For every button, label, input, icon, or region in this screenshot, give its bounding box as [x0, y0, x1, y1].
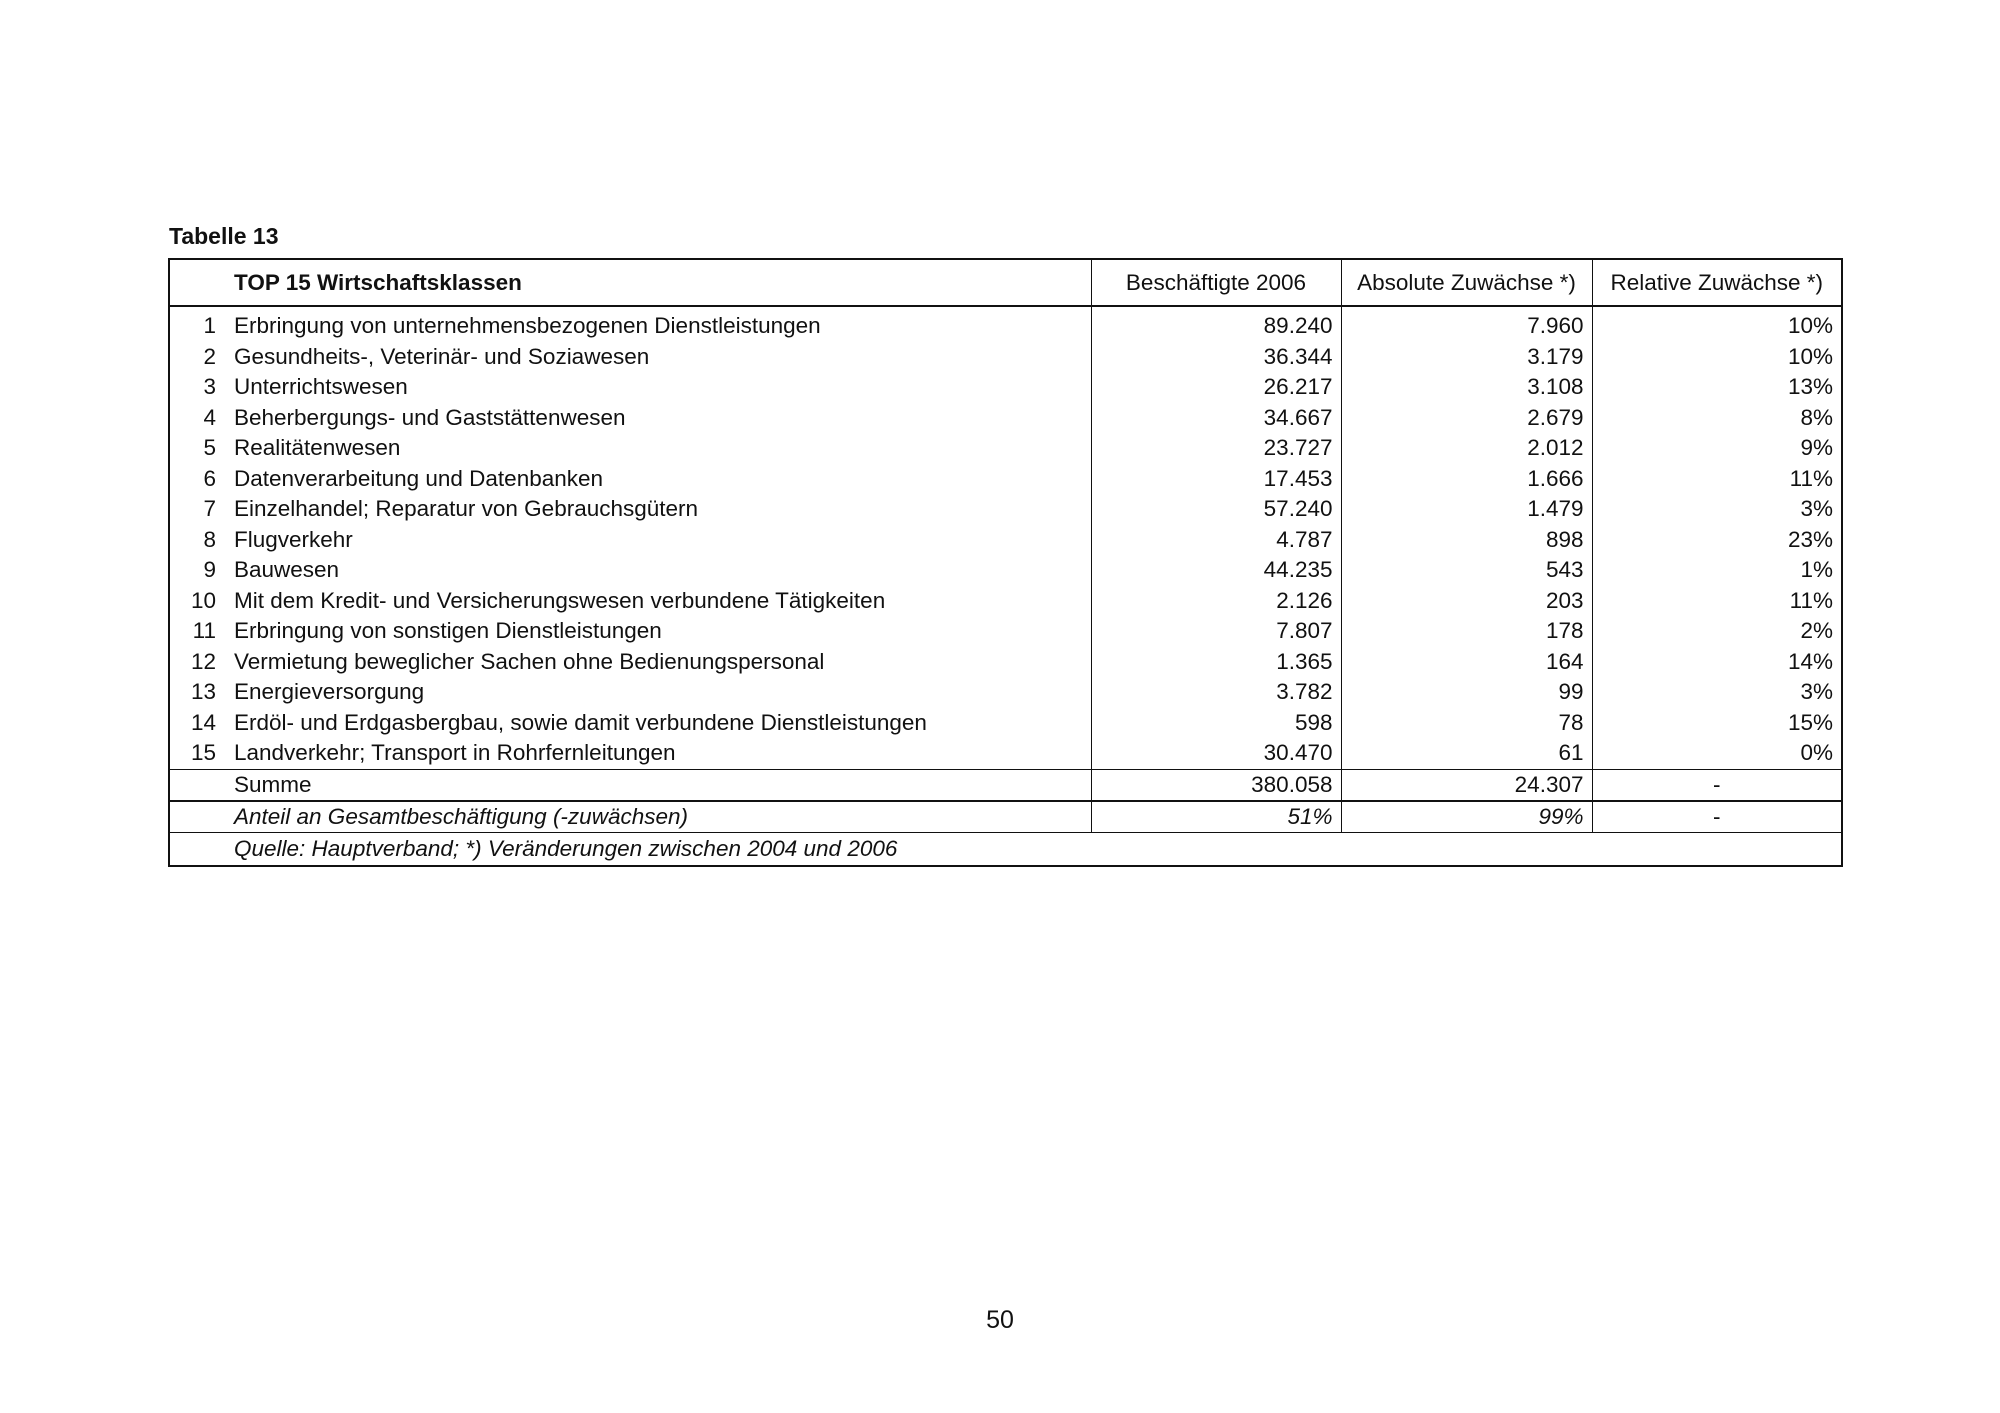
row-rank: 10: [169, 586, 232, 617]
table-header-row: [169, 259, 1842, 306]
row-relative: 1%: [1592, 555, 1842, 586]
row-relative: 0%: [1592, 738, 1842, 769]
row-name: Datenverarbeitung und Datenbanken: [234, 465, 604, 491]
row-relative: 23%: [1592, 525, 1842, 556]
row-name: Erdöl- und Erdgasbergbau, sowie damit verbundene Dienstleistungen: [234, 709, 927, 735]
row-name: Erbringung von sonstigen Dienstleistungen: [234, 618, 662, 644]
row-rank: 12: [169, 647, 232, 678]
row-employees: 44.235: [1091, 555, 1341, 586]
table-row: [169, 738, 1842, 769]
table-row: [169, 464, 1842, 495]
row-name: Flugverkehr: [234, 526, 353, 552]
table-body: [169, 259, 1842, 866]
column-header-employees: Beschäftigte 2006: [1091, 259, 1341, 306]
share-row-relative: -: [1592, 801, 1842, 833]
share-row-label: Anteil an Gesamtbeschäftigung (-zuwächsen): [232, 801, 1091, 833]
row-name: Vermietung beweglicher Sachen ohne Bedienungspersonal: [234, 648, 825, 674]
row-absolute: 164: [1341, 647, 1592, 678]
sum-row-absolute: 24.307: [1341, 769, 1592, 801]
row-absolute: 1.666: [1341, 464, 1592, 495]
source-spacer: [169, 832, 232, 866]
sum-row-relative: -: [1592, 769, 1842, 801]
table-row: [169, 494, 1842, 525]
row-rank: 1: [169, 306, 232, 342]
row-absolute: 99: [1341, 677, 1592, 708]
data-table: [168, 258, 1843, 867]
table-row: [169, 708, 1842, 739]
sum-row: [169, 769, 1842, 801]
row-absolute: 2.012: [1341, 433, 1592, 464]
column-header-absolute: Absolute Zuwächse *): [1341, 259, 1592, 306]
row-rank: 5: [169, 433, 232, 464]
row-employees: 57.240: [1091, 494, 1341, 525]
row-absolute: 3.108: [1341, 372, 1592, 403]
row-absolute: 203: [1341, 586, 1592, 617]
row-rank: 15: [169, 738, 232, 769]
row-rank: 7: [169, 494, 232, 525]
table-row: [169, 647, 1842, 678]
row-name: Einzelhandel; Reparatur von Gebrauchsgütern: [234, 496, 699, 522]
row-relative: 3%: [1592, 494, 1842, 525]
row-absolute: 1.479: [1341, 494, 1592, 525]
row-employees: 1.365: [1091, 647, 1341, 678]
share-row-employees: 51%: [1091, 801, 1341, 833]
row-relative: 11%: [1592, 464, 1842, 495]
row-rank: 8: [169, 525, 232, 556]
table-row: [169, 586, 1842, 617]
column-header-name: TOP 15 Wirtschaftsklassen: [232, 259, 1091, 306]
row-relative: 8%: [1592, 403, 1842, 434]
row-rank: 4: [169, 403, 232, 434]
row-employees: 2.126: [1091, 586, 1341, 617]
row-employees: 598: [1091, 708, 1341, 739]
row-employees: 34.667: [1091, 403, 1341, 434]
table-row: [169, 525, 1842, 556]
row-employees: 26.217: [1091, 372, 1341, 403]
row-relative: 11%: [1592, 586, 1842, 617]
table-row: [169, 403, 1842, 434]
source-row: [169, 832, 1842, 866]
row-relative: 9%: [1592, 433, 1842, 464]
row-relative: 10%: [1592, 342, 1842, 373]
column-header-relative: Relative Zuwächse *): [1592, 259, 1842, 306]
row-employees: 17.453: [1091, 464, 1341, 495]
row-name: Gesundheits-, Veterinär- und Soziawesen: [234, 343, 650, 369]
row-absolute: 2.679: [1341, 403, 1592, 434]
row-employees: 30.470: [1091, 738, 1341, 769]
row-name: Bauwesen: [234, 557, 340, 583]
row-rank: 3: [169, 372, 232, 403]
table-row: [169, 677, 1842, 708]
rank-header: [169, 259, 232, 306]
table-row: [169, 372, 1842, 403]
row-name: Landverkehr; Transport in Rohrfernleitungen: [234, 740, 676, 766]
row-absolute: 7.960: [1341, 306, 1592, 342]
table-row: [169, 433, 1842, 464]
row-name: Realitätenwesen: [234, 435, 401, 461]
table-caption: Tabelle 13: [169, 223, 279, 249]
page-number: 50: [986, 1306, 1014, 1334]
sum-row-spacer: [169, 769, 232, 801]
row-relative: 2%: [1592, 616, 1842, 647]
share-row-absolute: 99%: [1341, 801, 1592, 833]
row-relative: 10%: [1592, 306, 1842, 342]
row-employees: 3.782: [1091, 677, 1341, 708]
row-absolute: 78: [1341, 708, 1592, 739]
row-rank: 14: [169, 708, 232, 739]
table-row: [169, 555, 1842, 586]
share-row: [169, 801, 1842, 833]
row-relative: 3%: [1592, 677, 1842, 708]
row-employees: 4.787: [1091, 525, 1341, 556]
row-absolute: 61: [1341, 738, 1592, 769]
row-absolute: 543: [1341, 555, 1592, 586]
source-note: Quelle: Hauptverband; *) Veränderungen zwischen 2004 und 2006: [232, 832, 1842, 866]
row-relative: 14%: [1592, 647, 1842, 678]
row-name: Energieversorgung: [234, 679, 425, 705]
row-name: Mit dem Kredit- und Versicherungswesen verbundene Tätigkeiten: [234, 587, 886, 613]
row-absolute: 898: [1341, 525, 1592, 556]
share-row-spacer: [169, 801, 232, 833]
row-rank: 9: [169, 555, 232, 586]
row-rank: 13: [169, 677, 232, 708]
row-rank: 2: [169, 342, 232, 373]
table-row: [169, 306, 1842, 342]
row-absolute: 3.179: [1341, 342, 1592, 373]
row-relative: 13%: [1592, 372, 1842, 403]
row-rank: 6: [169, 464, 232, 495]
table-row: [169, 616, 1842, 647]
table-row: [169, 342, 1842, 373]
row-employees: 23.727: [1091, 433, 1341, 464]
row-relative: 15%: [1592, 708, 1842, 739]
row-employees: 7.807: [1091, 616, 1341, 647]
row-name: Erbringung von unternehmensbezogenen Dienstleistungen: [234, 313, 821, 339]
row-employees: 36.344: [1091, 342, 1341, 373]
row-name: Unterrichtswesen: [234, 374, 408, 400]
row-name: Beherbergungs- und Gaststättenwesen: [234, 404, 626, 430]
row-employees: 89.240: [1091, 306, 1341, 342]
sum-row-employees: 380.058: [1091, 769, 1341, 801]
row-absolute: 178: [1341, 616, 1592, 647]
row-rank: 11: [169, 616, 232, 647]
sum-row-label: Summe: [232, 769, 1091, 801]
